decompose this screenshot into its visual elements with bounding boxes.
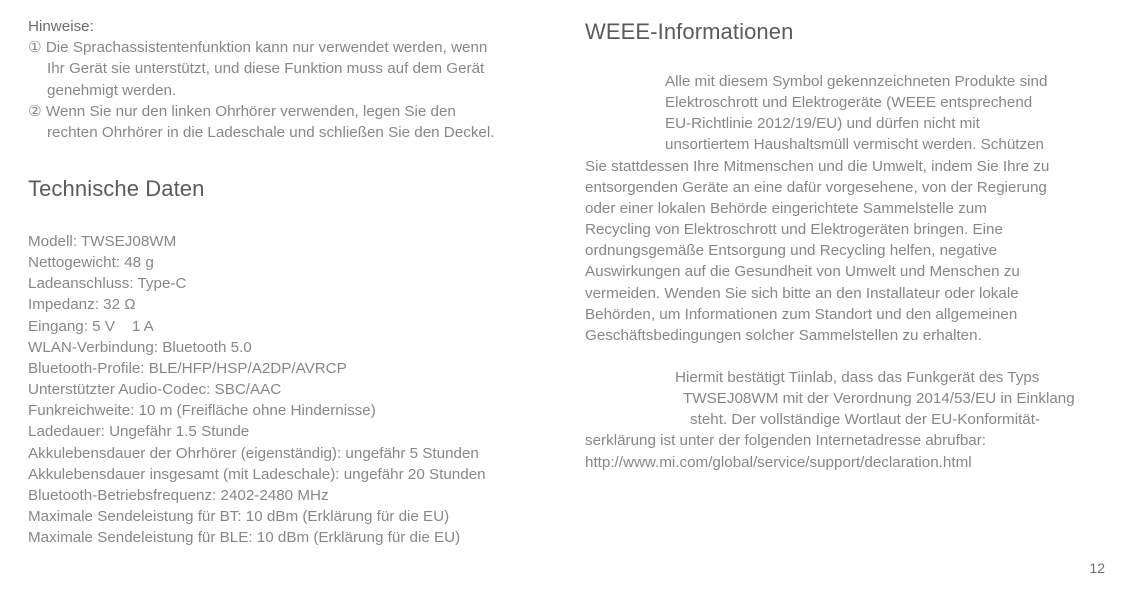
declaration-url[interactable]: http://www.mi.com/global/service/support/declaration.html — [585, 453, 972, 471]
note-line: genehmigt werden. — [47, 81, 177, 99]
weee-line: EU-Richtlinie 2012/19/EU) und dürfen nicht mit — [665, 115, 980, 133]
notes-section — [28, 16, 494, 143]
spec-line-range: Funkreichweite: 10 m (Freifläche ohne Hindernisse) — [28, 402, 376, 420]
conformity-line: serklärung ist unter der folgenden Internetadresse abrufbar: — [585, 432, 987, 450]
weee-line: Alle mit diesem Symbol gekennzeichneten Produkte sind — [665, 73, 1048, 90]
conformity-line: steht. Der vollständige Wortlaut der EU-Konformität- — [690, 411, 1041, 429]
note-line: rechten Ohrhörer in die Ladeschale und schließen Sie den Deckel. — [47, 123, 495, 141]
weee-line: Geschäftsbedingungen solcher Sammelstellen zu erhalten. — [585, 326, 982, 344]
weee-line: Auswirkungen auf die Gesundheit von Umwelt und Menschen zu — [585, 263, 1020, 281]
spec-line-max-power-bt: Maximale Sendeleistung für BT: 10 dBm (Erklärung für die EU) — [28, 508, 450, 526]
conformity-line: Hiermit bestätigt Tiinlab, dass das Funkgerät des Typs — [675, 369, 1040, 386]
page-number: 12 — [1089, 560, 1105, 576]
spec-line-impedance: Impedanz: 32 Ω — [28, 296, 136, 314]
note-line: ① Die Sprachassistentenfunktion kann nur verwendet werden, wenn — [28, 39, 488, 57]
spec-line-battery-earbuds: Akkulebensdauer der Ohrhörer (eigenständig): ungefähr 5 Stunden — [28, 444, 479, 462]
weee-line: unsortiertem Haushaltsmüll vermischt werden. Schützen — [665, 136, 1044, 154]
weee-line: Sie stattdessen Ihre Mitmenschen und die Umwelt, indem Sie Ihre zu — [585, 157, 1050, 175]
tech-specs-section — [28, 231, 486, 548]
spec-line-audio-codec: Unterstützter Audio-Codec: SBC/AAC — [28, 381, 282, 399]
spec-line-bt-frequency: Bluetooth-Betriebsfrequenz: 2402-2480 MHz — [28, 486, 329, 504]
weee-paragraph-1 — [585, 71, 1049, 346]
spec-line-max-power-ble: Maximale Sendeleistung für BLE: 10 dBm (Erklärung für die EU) — [28, 529, 461, 547]
spec-line-wireless: WLAN-Verbindung: Bluetooth 5.0 — [28, 338, 252, 356]
spec-line-battery-total: Akkulebensdauer insgesamt (mit Ladeschale): ungefähr 20 Stunden — [28, 465, 486, 483]
spec-line-bt-profiles: Bluetooth-Profile: BLE/HFP/HSP/A2DP/AVRCP — [28, 359, 347, 377]
spec-line-charge-time: Ladedauer: Ungefähr 1.5 Stunde — [28, 423, 250, 441]
weee-line: Elektroschrott und Elektrogeräte (WEEE entsprechend — [665, 94, 1033, 112]
weee-line: Recycling von Elektroschrott und Elektrogeräten bringen. Eine — [585, 221, 1003, 239]
conformity-line: TWSEJ08WM mit der Verordnung 2014/53/EU in Einklang — [683, 390, 1075, 408]
spec-line-net-weight: Nettogewicht: 48 g — [28, 254, 154, 272]
conformity-paragraph — [585, 367, 1075, 473]
note-line: Ihr Gerät sie unterstützt, und diese Funktion muss auf dem Gerät — [47, 60, 485, 78]
weee-line: entsorgenden Geräte an eine dafür vorgesehene, von der Regierung — [585, 178, 1047, 196]
spec-line-charging-port: Ladeanschluss: Type-C — [28, 275, 187, 293]
weee-line: ordnungsgemäße Entsorgung und Recycling helfen, negative — [585, 242, 998, 260]
weee-line: oder einer lokalen Behörde eingerichtete Sammelstelle zum — [585, 199, 987, 217]
weee-heading: WEEE-Informationen — [585, 19, 794, 44]
weee-line: vermeiden. Wenden Sie sich bitte an den Installateur oder lokale — [585, 284, 1019, 302]
note-line: ② Wenn Sie nur den linken Ohrhörer verwenden, legen Sie den — [28, 102, 456, 120]
notes-title: Hinweise: — [28, 18, 94, 35]
spec-line-model: Modell: TWSEJ08WM — [28, 233, 177, 250]
spec-line-input: Eingang: 5 V 1 A — [28, 317, 154, 335]
tech-data-heading: Technische Daten — [28, 176, 205, 201]
weee-line: Behörden, um Informationen zum Standort und den allgemeinen — [585, 305, 1018, 323]
